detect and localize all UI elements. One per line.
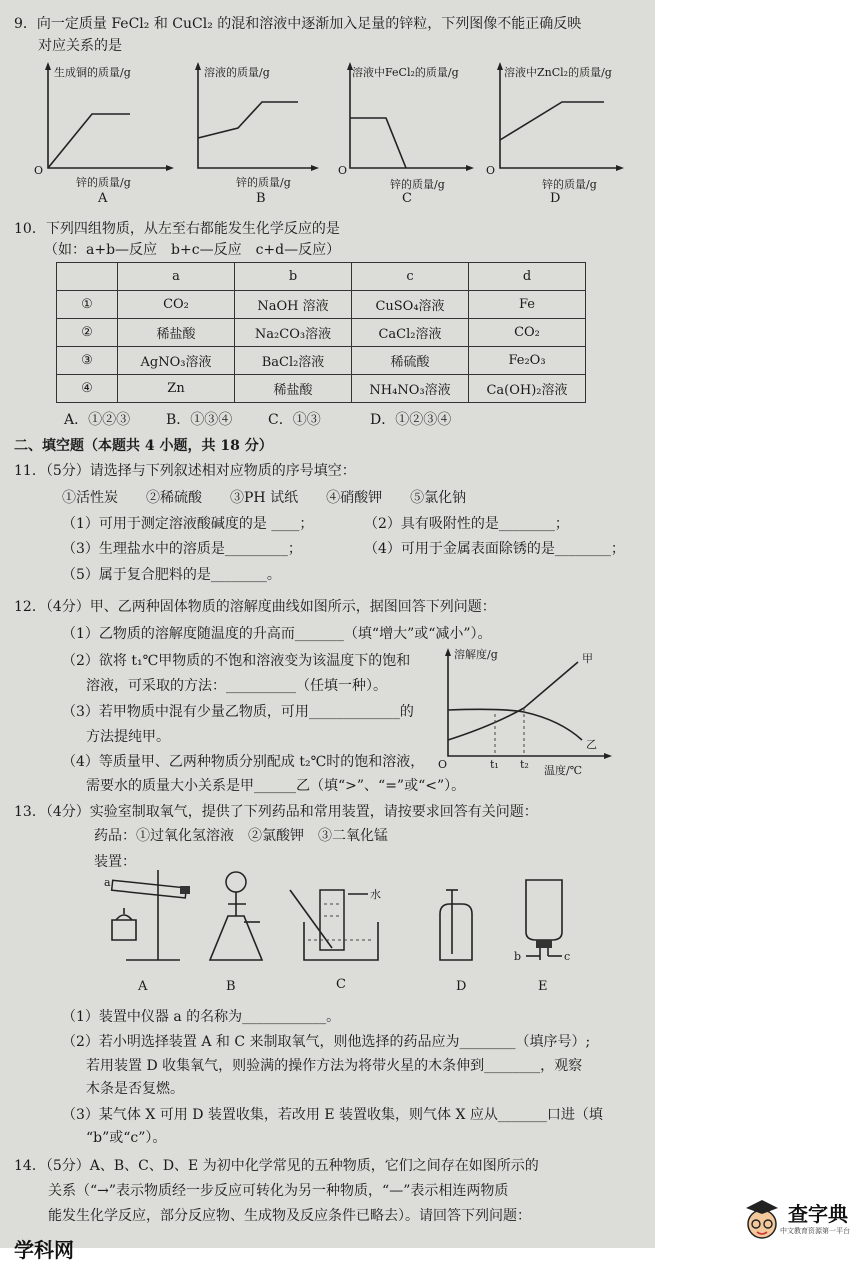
table-header-cell: b: [235, 263, 352, 291]
q12-s4-line1: （4）等质量甲、乙两种物质分别配成 t₂℃时的饱和溶液，: [62, 754, 425, 770]
q14-stem-line3: 能发生化学反应，部分反应物、生成物及反应条件已略去）。请回答下列问题：: [48, 1208, 531, 1224]
q11-options: ①活性炭 ②稀硫酸 ③PH 试纸 ④硝酸钾 ⑤氯化钠: [62, 490, 467, 506]
q11-s3: （3）生理盐水中的溶质是_________；: [62, 541, 302, 557]
graph-b-xlabel: 锌的质量/g: [236, 176, 291, 189]
table-row: [57, 291, 586, 319]
table-cell: Na₂CO₃溶液: [235, 319, 352, 347]
table-cell: CaCl₂溶液: [352, 319, 469, 347]
label-d: D: [456, 979, 467, 994]
section-2-heading: 二、填空题（本题共 4 小题，共 18 分）: [14, 438, 273, 454]
chart-xlabel: 温度/℃: [544, 764, 583, 777]
tag-water: 水: [370, 888, 381, 901]
table-cell: Fe₂O₃: [469, 347, 586, 375]
apparatus-e: [514, 880, 570, 963]
label-a: A: [138, 979, 148, 994]
q11-stem: 11．（5分）请选择与下列叙述相对应物质的序号填空：: [14, 463, 356, 479]
graph-a-xlabel: 锌的质量/g: [76, 176, 131, 189]
q12-s3-line2: 方法提纯甲。: [86, 729, 170, 745]
table-cell: NH₄NO₃溶液: [352, 375, 469, 403]
q13-s1: （1）装置中仪器 a 的名称为____________。: [62, 1009, 341, 1025]
q9-graph-a: [30, 56, 170, 206]
logo-name: 查字典: [788, 1202, 848, 1226]
q14-stem-line2: 关系（“→”表示物质经一步反应可转化为另一种物质，“—”表示相连两物质: [48, 1183, 509, 1199]
table-cell: CuSO₄溶液: [352, 291, 469, 319]
series-yi-label: 乙: [586, 738, 597, 751]
table-header-cell: [57, 263, 118, 291]
tick-t1: t₁: [490, 758, 499, 771]
graph-d-xlabel: 锌的质量/g: [542, 178, 597, 191]
q13-apparatus: [96, 860, 596, 1000]
site-logo: [744, 1196, 864, 1244]
q12-solubility-chart: [432, 644, 627, 776]
q13-stem: 13．（4分）实验室制取氧气，提供了下列药品和常用装置，请按要求回答有关问题：: [14, 804, 538, 820]
q13-s2-line2: 若用装置 D 收集氧气，则验满的操作方法为将带火星的木条伸到________，观察: [86, 1058, 583, 1074]
graph-c-letter: C: [402, 191, 412, 206]
q10-option-b: B．①③④: [166, 412, 233, 428]
table-cell: 稀硫酸: [352, 347, 469, 375]
q12-s1: （1）乙物质的溶解度随温度的升高而_______（填“增大”或“减小”）。: [62, 626, 492, 642]
q12-stem: 12．（4分）甲、乙两种固体物质的溶解度曲线如图所示，据图回答下列问题：: [14, 599, 496, 615]
q12-s4-line2: 需要水的质量大小关系是甲______乙（填“>”、“=”或“<”）。: [86, 778, 466, 794]
graph-b-ylabel: 溶液的质量/g: [204, 66, 270, 79]
q13-s3-line2: “b”或“c”）。: [86, 1130, 167, 1146]
apparatus-c: [290, 887, 381, 960]
q9-graph-d: [480, 56, 640, 206]
table-cell: Ca(OH)₂溶液: [469, 375, 586, 403]
apparatus-b: [210, 872, 262, 960]
curve-jia: [448, 662, 578, 740]
table-header-cell: c: [352, 263, 469, 291]
label-c: C: [336, 977, 346, 992]
q10-stem-line2: （如：a+b—反应 b+c—反应 c+d—反应）: [44, 242, 341, 258]
q12-s3-line1: （3）若甲物质中混有少量乙物质，可用_____________的: [62, 704, 414, 720]
graph-d-ylabel: 溶液中ZnCl₂的质量/g: [504, 66, 612, 79]
tag-b: b: [514, 950, 522, 963]
tag-c: c: [564, 950, 571, 963]
q13-drugs: 药品：①过氧化氢溶液 ②氯酸钾 ③二氧化锰: [94, 828, 388, 844]
q10-option-a: A．①②③: [64, 412, 131, 428]
q9-graph-c: [330, 56, 480, 206]
graph-d-origin: O: [486, 164, 496, 177]
q14-stem-line1: 14．（5分）A、B、C、D、E 为初中化学常见的五种物质，它们之间存在如图所示的: [14, 1158, 539, 1174]
q11-s2: （2）具有吸附性的是________；: [364, 516, 569, 532]
table-cell: Fe: [469, 291, 586, 319]
table-cell: 稀盐酸: [118, 319, 235, 347]
series-jia-label: 甲: [582, 652, 593, 665]
graph-a-letter: A: [98, 191, 108, 206]
bottom-brand-logo: 学科网: [14, 1238, 74, 1262]
table-header-row: [57, 263, 586, 291]
table-cell: ②: [57, 319, 118, 347]
q11-s1: （1）可用于测定溶液酸碱度的是 ____；: [62, 516, 314, 532]
q13-s2-line1: （2）若小明选择装置 A 和 C 来制取氧气，则他选择的药品应为________（填序号）;: [62, 1034, 591, 1050]
label-b: B: [226, 979, 236, 994]
q10-option-d: D．①②③④: [370, 412, 452, 428]
q9-stem-line2: 对应关系的是: [38, 38, 122, 54]
graph-b-letter: B: [256, 191, 266, 206]
tag-a: a: [104, 876, 111, 889]
q11-s4: （4）可用于金属表面除锈的是________；: [364, 541, 625, 557]
q9-stem-line1: 9．向一定质量 FeCl₂ 和 CuCl₂ 的混和溶液中逐渐加入足量的锌粒，下列图像不能正确反映: [14, 16, 582, 32]
table-cell: Zn: [118, 375, 235, 403]
table-cell: 稀盐酸: [235, 375, 352, 403]
tick-t2: t₂: [520, 758, 529, 771]
chart-origin: O: [438, 758, 448, 771]
table-cell: CO₂: [118, 291, 235, 319]
q9-graph-b: [180, 56, 320, 206]
table-cell: BaCl₂溶液: [235, 347, 352, 375]
table-row: [57, 319, 586, 347]
q13-s2-line3: 木条是否复燃。: [86, 1081, 184, 1097]
q10-table: [56, 262, 586, 403]
graph-c-origin: O: [338, 164, 348, 177]
q12-s2-line2: 溶液，可采取的方法：__________（任填一种）。: [86, 678, 387, 694]
mascot-icon: [744, 1198, 780, 1242]
apparatus-a: [104, 870, 190, 960]
graph-d-letter: D: [550, 191, 561, 206]
q11-s5: （5）属于复合肥料的是________。: [62, 567, 281, 583]
graph-a-origin: O: [34, 164, 44, 177]
table-cell: ④: [57, 375, 118, 403]
table-header-cell: d: [469, 263, 586, 291]
graph-c-xlabel: 锌的质量/g: [390, 178, 445, 191]
table-row: [57, 375, 586, 403]
table-cell: AgNO₃溶液: [118, 347, 235, 375]
label-e: E: [538, 979, 548, 994]
graph-a-ylabel: 生成铜的质量/g: [54, 66, 131, 79]
apparatus-d: [440, 890, 472, 960]
table-cell: ①: [57, 291, 118, 319]
graph-c-ylabel: 溶液中FeCl₂的质量/g: [352, 66, 459, 79]
curve-yi: [448, 709, 582, 740]
q10-stem-line1: 10．下列四组物质，从左至右都能发生化学反应的是: [14, 221, 340, 237]
table-header-cell: a: [118, 263, 235, 291]
q13-s3-line1: （3）某气体 X 可用 D 装置收集，若改用 E 装置收集，则气体 X 应从_______口进（填: [62, 1107, 603, 1123]
table-cell: NaOH 溶液: [235, 291, 352, 319]
q12-s2-line1: （2）欲将 t₁℃甲物质的不饱和溶液变为该温度下的饱和: [62, 653, 411, 669]
logo-subtitle: 中文教育资源第一平台: [780, 1227, 850, 1235]
chart-ylabel: 溶解度/g: [454, 648, 498, 661]
table-cell: ③: [57, 347, 118, 375]
table-cell: CO₂: [469, 319, 586, 347]
q13-device-label: 装置：: [94, 854, 136, 870]
table-row: [57, 347, 586, 375]
q10-option-c: C．①③: [268, 412, 321, 428]
